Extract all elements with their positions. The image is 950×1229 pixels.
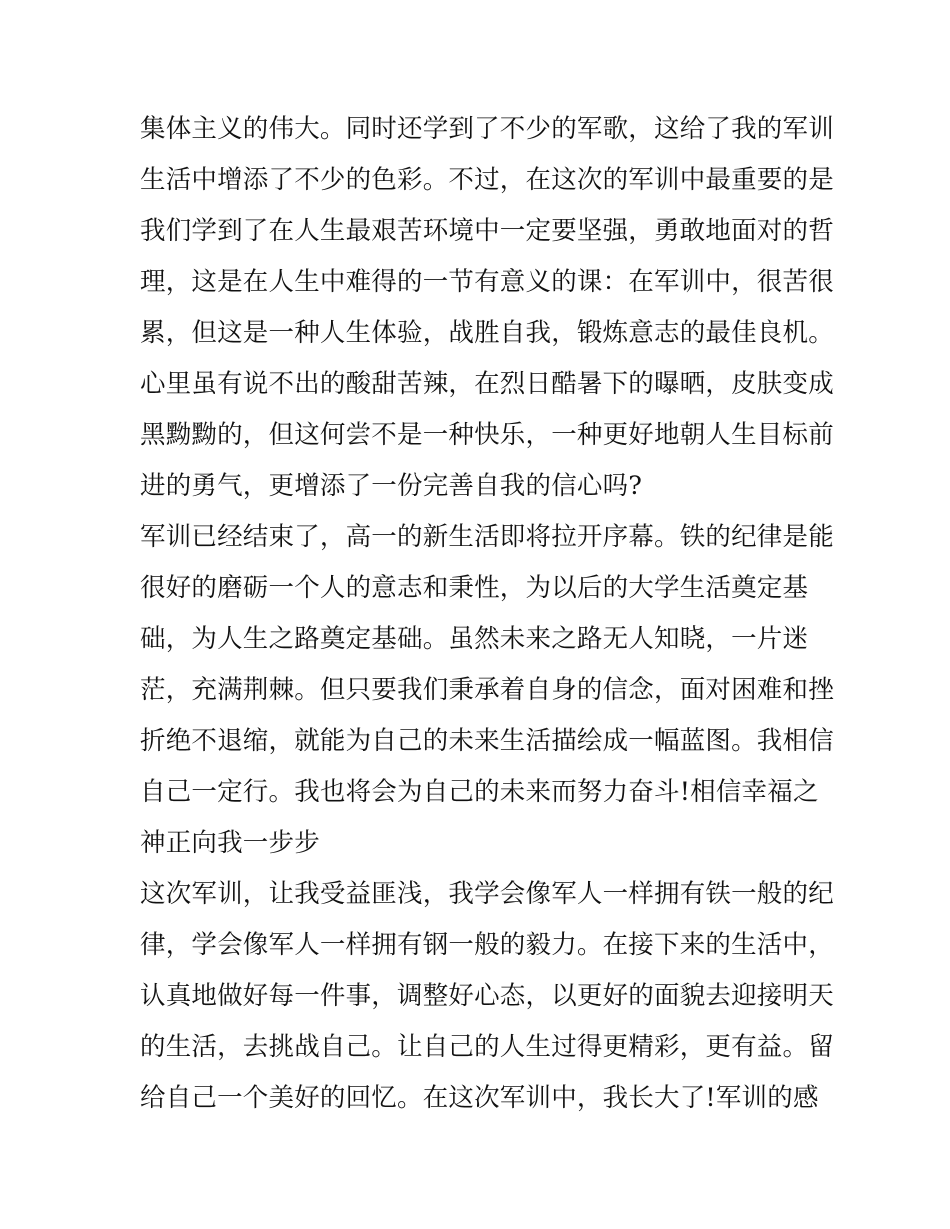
- text-line: 律，学会像军人一样拥有钢一般的毅力。在接下来的生活中，: [140, 930, 834, 960]
- text-line: 心里虽有说不出的酸甜苦辣，在烈日酷暑下的曝晒，皮肤变成: [140, 369, 834, 399]
- text-line: 的生活，去挑战自己。让自己的人生过得更精彩，更有益。留: [140, 1032, 834, 1062]
- text-line: 认真地做好每一件事，调整好心态，以更好的面貌去迎接明天: [140, 981, 834, 1011]
- text-line: 神正向我一步步: [140, 828, 320, 858]
- text-line: 折绝不退缩，就能为自己的未来生活描绘成一幅蓝图。我相信: [140, 726, 834, 756]
- text-line: 给自己一个美好的回忆。在这次军训中，我长大了!军训的感: [140, 1083, 819, 1113]
- body-text: [140, 104, 834, 1124]
- text-line: 这次军训，让我受益匪浅，我学会像军人一样拥有铁一般的纪: [140, 879, 834, 909]
- text-line: 生活中增添了不少的色彩。不过，在这次的军训中最重要的是: [140, 165, 834, 195]
- text-line: 很好的磨砺一个人的意志和秉性，为以后的大学生活奠定基: [140, 573, 809, 603]
- text-line: 我们学到了在人生最艰苦环境中一定要坚强，勇敢地面对的哲: [140, 216, 834, 246]
- text-line: 进的勇气，更增添了一份完善自我的信心吗?: [140, 471, 643, 501]
- text-line: 理，这是在人生中难得的一节有意义的课：在军训中，很苦很: [140, 267, 834, 297]
- text-line: 自己一定行。我也将会为自己的未来而努力奋斗!相信幸福之: [140, 777, 819, 807]
- text-line: 集体主义的伟大。同时还学到了不少的军歌，这给了我的军训: [140, 114, 834, 144]
- text-line: 军训已经结束了，高一的新生活即将拉开序幕。铁的纪律是能: [140, 522, 834, 552]
- text-line: 黑黝黝的，但这何尝不是一种快乐，一种更好地朝人生目标前: [140, 420, 834, 450]
- text-line: 累，但这是一种人生体验，战胜自我，锻炼意志的最佳良机。: [140, 318, 834, 348]
- text-line: 础，为人生之路奠定基础。虽然未来之路无人知晓，一片迷: [140, 624, 809, 654]
- text-line: 茫，充满荆棘。但只要我们秉承着自身的信念，面对困难和挫: [140, 675, 834, 705]
